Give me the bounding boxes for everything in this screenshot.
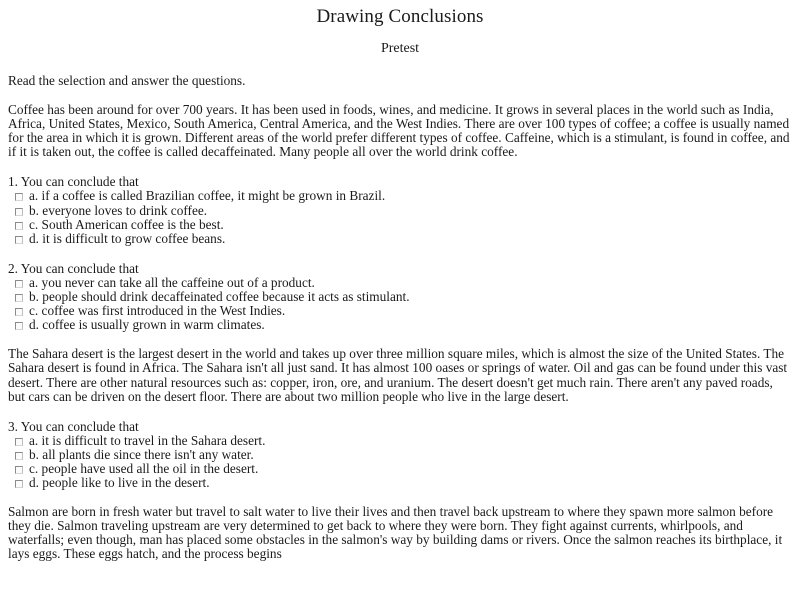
checkbox-icon[interactable] <box>15 280 23 288</box>
checkbox-icon[interactable] <box>15 322 23 330</box>
question-3-option-c[interactable] <box>8 462 792 476</box>
option-label: c. South American coffee is the best. <box>29 216 224 232</box>
question-3 <box>8 404 792 490</box>
option-label: a. it is difficult to travel in the Sahara desert. <box>29 432 266 448</box>
passage-salmon: Salmon are born in fresh water but travel to salt water to live their lives and then travel back upstream to where they spawn more salmon before they die. Salmon traveling upstream are very determined to get back to where they were born. They fight against currents, whirlpools, and waterfalls; even though, man has placed some obstacles in the salmon's way by building dams or rivers. Once the salmon reaches its birthplace, it lays eggs. These eggs hatch, and the process begins <box>8 504 783 562</box>
question-1-stem: 1. You can conclude that <box>8 174 139 190</box>
option-label: c. coffee was first introduced in the West Indies. <box>29 303 286 319</box>
checkbox-icon[interactable] <box>15 236 23 244</box>
option-label: b. all plants die since there isn't any water. <box>29 446 254 462</box>
checkbox-icon[interactable] <box>15 193 23 201</box>
checkbox-icon[interactable] <box>15 208 23 216</box>
option-label: a. you never can take all the caffeine out of a product. <box>29 274 315 290</box>
question-1 <box>8 159 792 245</box>
checkbox-icon[interactable] <box>15 452 23 460</box>
question-3-option-d[interactable] <box>8 476 792 490</box>
question-2-option-b[interactable] <box>8 290 792 304</box>
question-2-option-d[interactable] <box>8 318 792 332</box>
option-label: b. people should drink decaffeinated coffee because it acts as stimulant. <box>29 289 410 305</box>
instruction-text: Read the selection and answer the questions. <box>8 73 246 88</box>
question-1-option-d[interactable] <box>8 232 792 246</box>
option-label: a. if a coffee is called Brazilian coffee, it might be grown in Brazil. <box>29 188 386 204</box>
question-1-option-b[interactable] <box>8 204 792 218</box>
passage-sahara: The Sahara desert is the largest desert in the world and takes up over three million square miles, which is almost the size of the United States. The Sahara desert is found in Africa. The Sahara isn't all just sand. It has almost 100 oases or springs of water. Oil and gas can be found under this vast desert. There are other natural resources such as: copper, iron, ore, and uranium. The desert doesn't get much rain. There aren't any paved roads, but cars can be driven on the desert floor. There are about two million people who live in the large desert. <box>8 346 788 404</box>
question-3-option-b[interactable] <box>8 448 792 462</box>
page-subtitle: Pretest <box>380 41 420 56</box>
checkbox-icon[interactable] <box>15 480 23 488</box>
option-label: d. it is difficult to grow coffee beans. <box>29 230 226 246</box>
checkbox-icon[interactable] <box>15 466 23 474</box>
page-title: Drawing Conclusions <box>316 6 484 27</box>
question-1-option-c[interactable] <box>8 218 792 232</box>
checkbox-icon[interactable] <box>15 222 23 230</box>
question-2-option-a[interactable] <box>8 276 792 290</box>
question-2 <box>8 246 792 332</box>
question-3-option-a[interactable] <box>8 434 792 448</box>
question-3-stem: 3. You can conclude that <box>8 418 139 434</box>
checkbox-icon[interactable] <box>15 308 23 316</box>
option-label: d. coffee is usually grown in warm climates. <box>29 317 265 333</box>
checkbox-icon[interactable] <box>15 438 23 446</box>
option-label: b. everyone loves to drink coffee. <box>29 202 208 218</box>
passage-coffee: Coffee has been around for over 700 years. It has been used in foods, wines, and medicine. It grows in several places in the world such as India, Africa, United States, Mexico, South America, Central America, and the West Indies. There are over 100 types of coffee; a coffee is usually named for the area in which it is grown. Different areas of the world prefer different types of coffee. Caffeine, which is a stimulant, is found in coffee, and if it is taken out, the coffee is called decaffeinated. Many people all over the world drink coffee. <box>8 102 790 160</box>
question-2-stem: 2. You can conclude that <box>8 260 139 276</box>
question-1-option-a[interactable] <box>8 189 792 203</box>
question-2-option-c[interactable] <box>8 304 792 318</box>
option-label: c. people have used all the oil in the desert. <box>29 460 259 476</box>
checkbox-icon[interactable] <box>15 294 23 302</box>
option-label: d. people like to live in the desert. <box>29 475 210 491</box>
